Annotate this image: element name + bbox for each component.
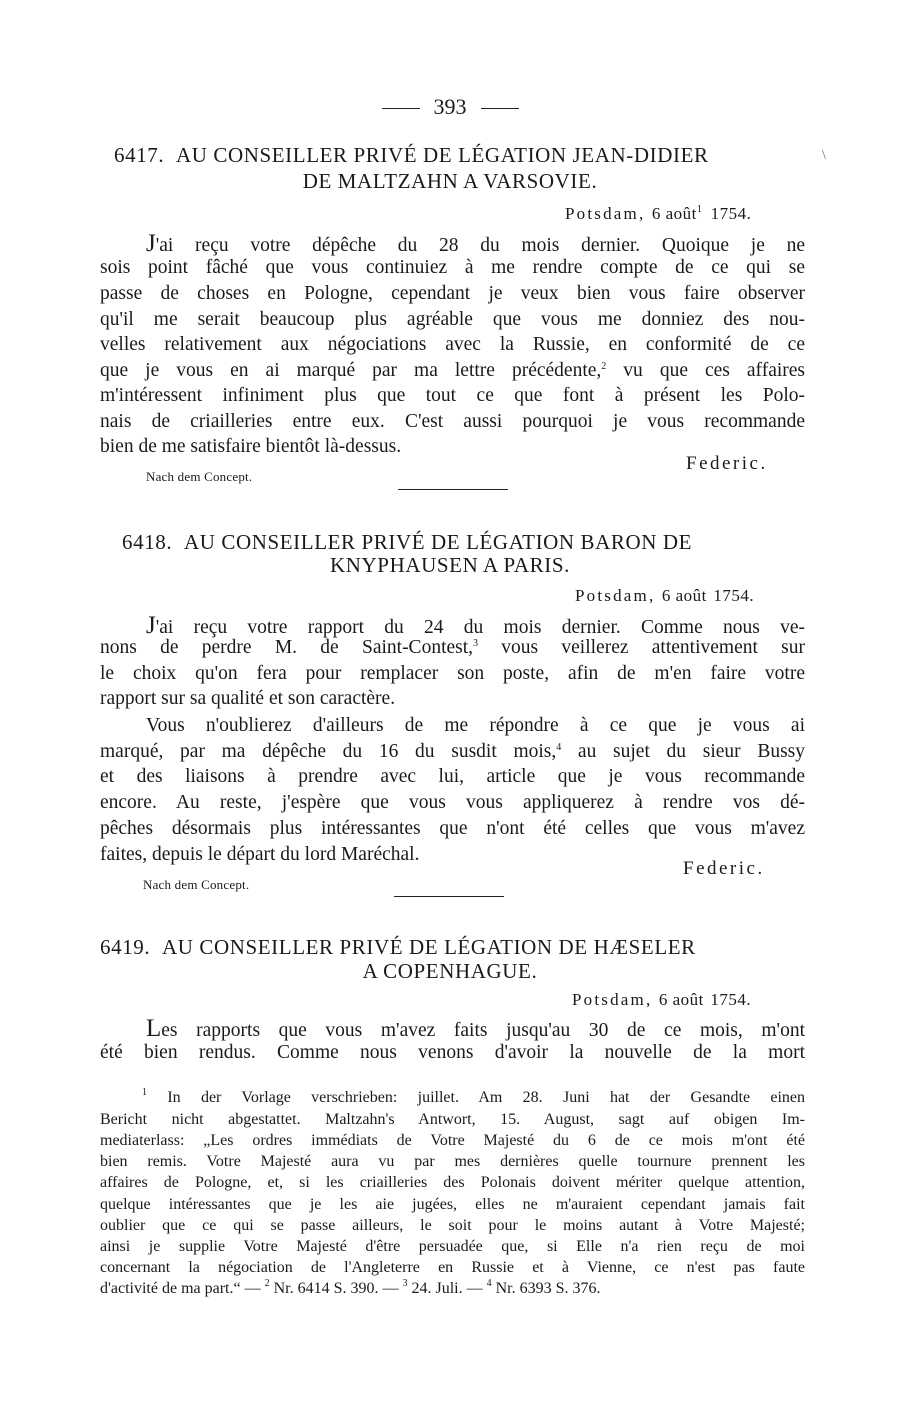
- letter-line: nais de criailleries entre eux. C'est aussi pourquoi je vous recommande: [100, 411, 805, 432]
- letter-line: le choix qu'on fera pour remplacer son poste, afin de m'en faire votre: [100, 663, 805, 684]
- page-number-dash-right: [481, 108, 519, 109]
- letter-line: Vous n'oublierez d'ailleurs de me répondre à ce que je vous ai: [146, 715, 805, 736]
- letter-line: encore. Au reste, j'espère que vous vous appliquerez à rendre vos dé-: [100, 792, 805, 813]
- letter-heading-6417-line2: DE MALTZAHN A VARSOVIE.: [302, 169, 598, 193]
- margin-mark: \: [822, 148, 826, 163]
- letter-line: velles relativement aux négociations avec la Russie, en conformité de ce: [100, 334, 805, 355]
- footnote-ref-3: 3: [473, 638, 479, 649]
- letter-line: été bien rendus. Comme nous venons d'avoir la nouvelle de la mort: [100, 1042, 805, 1063]
- footnote-mark: 3: [402, 1278, 408, 1289]
- signature-6417: Federic.: [686, 453, 768, 474]
- letter-line: m'intéressent infiniment plus que tout ce que font à présent les Polo-: [100, 385, 805, 406]
- letter-line: [100, 360, 805, 382]
- letter-line-text: que je vous en ai marqué par ma lettre précédente,: [100, 360, 602, 381]
- dateline-date: 6 août: [651, 204, 697, 223]
- signature-6418: Federic.: [683, 858, 765, 879]
- footnote-line: affaires de Pologne, et, si les criailleries des Polonais doivent mériter quelque attention,: [100, 1174, 805, 1191]
- footnote-mark: 4: [486, 1278, 492, 1289]
- letter-line-text: 'ai reçu votre rapport du 24 du mois dernier. Comme nous ve-: [155, 617, 805, 638]
- section-divider: [398, 489, 508, 490]
- dateline-place: Potsdam,: [572, 990, 653, 1009]
- footnote-line: bien remis. Votre Majesté aura vu par mes dernières quelle tournure prennent les: [100, 1153, 805, 1170]
- letter-line-text: es rapports que vous m'avez faits jusqu'au 30 de ce mois, m'ont: [161, 1020, 805, 1041]
- letter-line: sois point fâché que vous continuiez à me rendre compte de ce qui se: [100, 257, 805, 278]
- page-number-dash-left: [382, 108, 420, 109]
- letter-line-text: vu que ces affaires: [606, 360, 806, 381]
- footnote-text: Nr. 6414 S. 390. —: [273, 1280, 399, 1297]
- letter-line: [146, 230, 805, 258]
- letter-line-text: marqué, par ma dépêche du 16 du susdit mois,: [100, 741, 557, 762]
- letter-line: [146, 1015, 805, 1043]
- drop-initial: J: [146, 612, 156, 639]
- footnote-line: quelque intéressantes que je les aie jugées, elles ne m'auraient cependant jamais fait: [100, 1196, 805, 1213]
- dateline-year: 1754.: [710, 204, 752, 223]
- source-note-6418: Nach dem Concept.: [143, 877, 250, 892]
- dateline-6419: [572, 990, 751, 1010]
- section-divider: [394, 896, 504, 897]
- footnote-mark: 2: [264, 1278, 270, 1289]
- footnote-ref-2: 2: [601, 361, 607, 372]
- drop-initial: L: [146, 1015, 162, 1042]
- letter-line-text: nons de perdre M. de Saint-Contest,: [100, 637, 474, 658]
- letter-line: pêches désormais plus intéressantes que n'ont été celles que vous m'avez: [100, 818, 805, 839]
- footnote-text: In der Vorlage verschrieben: juillet. Am 28. Juni hat der Gesandte einen: [167, 1089, 806, 1106]
- dateline-year: 1754.: [710, 990, 752, 1009]
- letter-number: 6418.: [122, 530, 173, 554]
- page-number: [0, 94, 900, 120]
- letter-line: rapport sur sa qualité et son caractère.: [100, 688, 396, 709]
- dateline-6418: [575, 586, 754, 606]
- letter-line: bien de me satisfaire bientôt là-dessus.: [100, 436, 402, 457]
- letter-line: [146, 612, 805, 640]
- footnote-line: [100, 1280, 805, 1298]
- page-number-value: 393: [433, 94, 467, 119]
- letter-heading-6419-line2: A COPENHAGUE.: [362, 959, 538, 983]
- dateline-6417: [565, 204, 751, 224]
- letter-line-text: 'ai reçu votre dépêche du 28 du mois dernier. Quoique je ne: [155, 235, 805, 256]
- letter-heading-6417: [114, 143, 709, 168]
- letter-number: 6419.: [100, 935, 151, 959]
- letter-line-text: vous veillerez attentivement sur: [478, 637, 806, 658]
- letter-heading-line: AU CONSEILLER PRIVÉ DE LÉGATION JEAN-DIDIER: [175, 143, 709, 167]
- letter-line: et des liaisons à prendre avec lui, article que je vous recommande: [100, 766, 805, 787]
- footnote-line: oublier que ce qui se passe ailleurs, le soit pour le moins autant à Votre Majesté;: [100, 1217, 805, 1234]
- dateline-date: 6 août: [658, 990, 704, 1009]
- letter-number: 6417.: [114, 143, 165, 167]
- letter-line: passe de choses en Pologne, cependant je veux bien vous faire observer: [100, 283, 805, 304]
- footnote-line: Bericht nicht abgestattet. Maltzahn's Antwort, 15. August, sagt auf obigen Im-: [100, 1111, 805, 1128]
- dateline-year: 1754.: [713, 586, 755, 605]
- footnote-text: Nr. 6393 S. 376.: [495, 1280, 601, 1297]
- dateline-date: 6 août: [661, 586, 707, 605]
- letter-line: [100, 741, 805, 763]
- drop-initial: J: [146, 230, 156, 257]
- source-note-6417: Nach dem Concept.: [146, 469, 253, 484]
- letter-line: [100, 637, 805, 659]
- footnote-line: mediaterlass: „Les ordres immédiats de Votre Majesté du 6 de ce mois m'ont été: [100, 1132, 805, 1149]
- footnote-mark: 1: [142, 1087, 147, 1098]
- letter-heading-line: AU CONSEILLER PRIVÉ DE LÉGATION DE HÆSELER: [161, 935, 696, 959]
- footnote-line: ainsi je supplie Votre Majesté d'être persuadée que, si Elle n'a rien reçu de moi: [100, 1238, 805, 1255]
- dateline-place: Potsdam,: [575, 586, 656, 605]
- letter-heading-6419: [100, 935, 696, 960]
- footnote-ref-1: 1: [696, 204, 705, 215]
- letter-line: faites, depuis le départ du lord Maréchal.: [100, 844, 420, 865]
- footnote-line: [142, 1089, 805, 1107]
- dateline-place: Potsdam,: [565, 204, 646, 223]
- footnote-line: concernant la négociation de l'Angleterre en Russie et à Vienne, ce n'est pas faute: [100, 1259, 805, 1276]
- letter-heading-6418-line2: KNYPHAUSEN A PARIS.: [330, 553, 570, 577]
- footnote-text: 24. Juli. —: [411, 1280, 483, 1297]
- footnote-text: d'activité de ma part.“ —: [100, 1280, 261, 1297]
- footnote-ref-4: 4: [556, 742, 562, 753]
- letter-heading-6418: [122, 530, 692, 555]
- letter-line: qu'il me serait beaucoup plus agréable que vous me donniez des nou-: [100, 309, 805, 330]
- letter-heading-line: AU CONSEILLER PRIVÉ DE LÉGATION BARON DE: [183, 530, 693, 554]
- letter-line-text: au sujet du sieur Bussy: [561, 741, 806, 762]
